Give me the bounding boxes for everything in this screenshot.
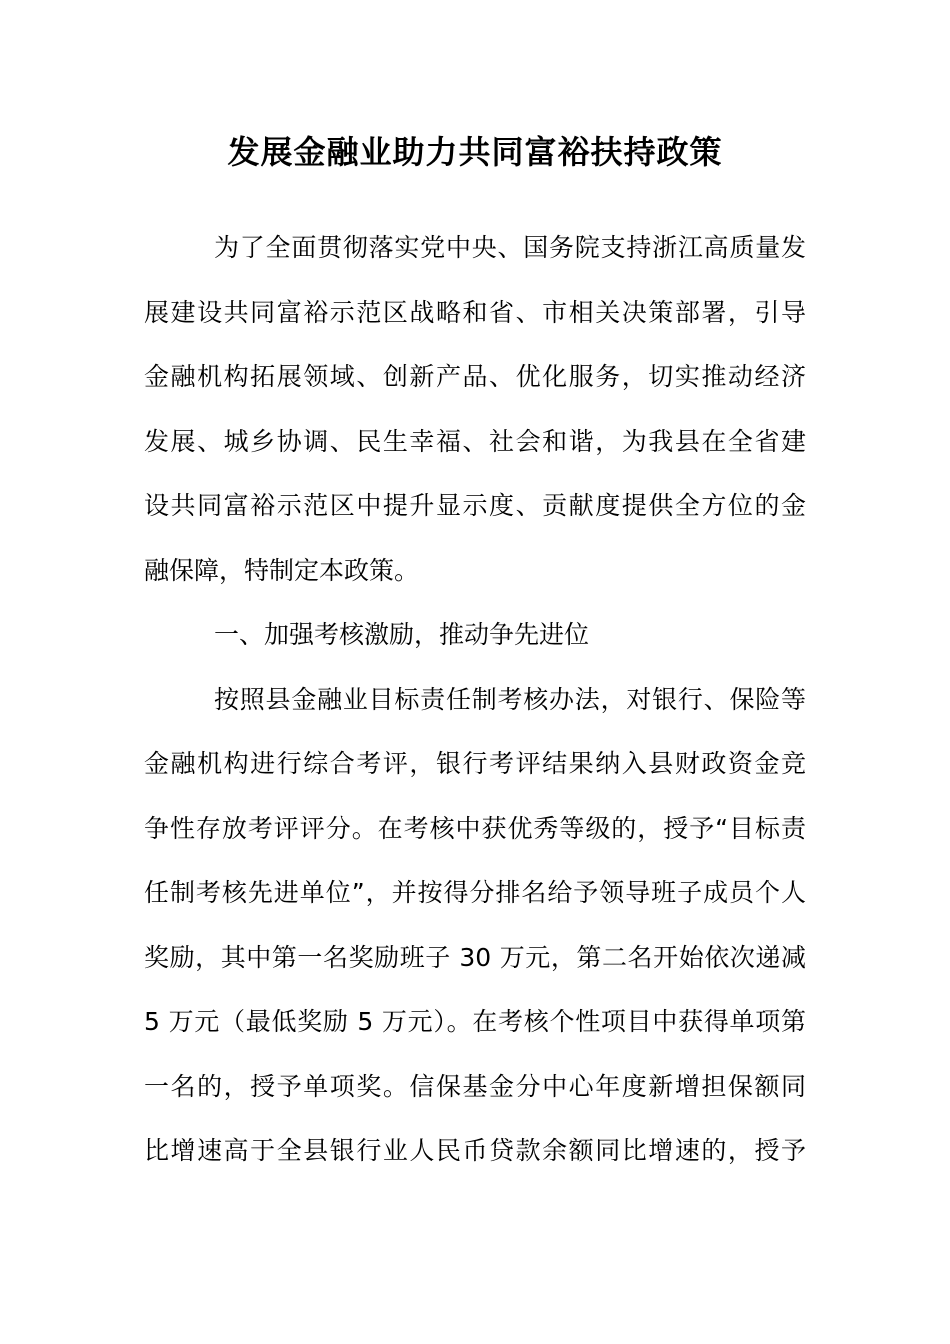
paragraph-line: 融保障，特制定本政策。 [144,555,420,585]
document-body [144,216,806,1184]
section-heading: 一、加强考核激励，推动争先进位 [214,620,590,649]
paragraph-line: 按照县金融业目标责任制考核办法，对银行、保险等 [214,684,806,714]
paragraph-line: 展建设共同富裕示范区战略和省、市相关决策部署，引导 [144,297,806,327]
paragraph-line: 争性存放考评评分。在考核中获优秀等级的，授予“目标责 [144,813,806,843]
paragraph-line: 一名的，授予单项奖。信保基金分中心年度新增担保额同 [144,1071,806,1101]
paragraph-line: 发展、城乡协调、民生幸福、社会和谐，为我县在全省建 [144,426,806,456]
paragraph-line: 任制考核先进单位”，并按得分排名给予领导班子成员个人 [144,878,806,907]
paragraph-line: 比增速高于全县银行业人民币贷款余额同比增速的，授予 [144,1136,806,1165]
paragraph-line: 5 万元（最低奖励 5 万元）。在考核个性项目中获得单项第 [144,1007,806,1036]
document-title: 发展金融业助力共同富裕扶持政策 [227,133,723,171]
paragraph-line: 为了全面贯彻落实党中央、国务院支持浙江高质量发 [214,233,806,262]
paragraph-line: 金融机构进行综合考评，银行考评结果纳入县财政资金竞 [144,749,806,778]
paragraph-line: 奖励，其中第一名奖励班子 30 万元，第二名开始依次递减 [144,942,806,972]
paragraph-line: 金融机构拓展领域、创新产品、优化服务，切实推动经济 [144,362,806,391]
paragraph-line: 设共同富裕示范区中提升显示度、贡献度提供全方位的金 [144,491,806,520]
